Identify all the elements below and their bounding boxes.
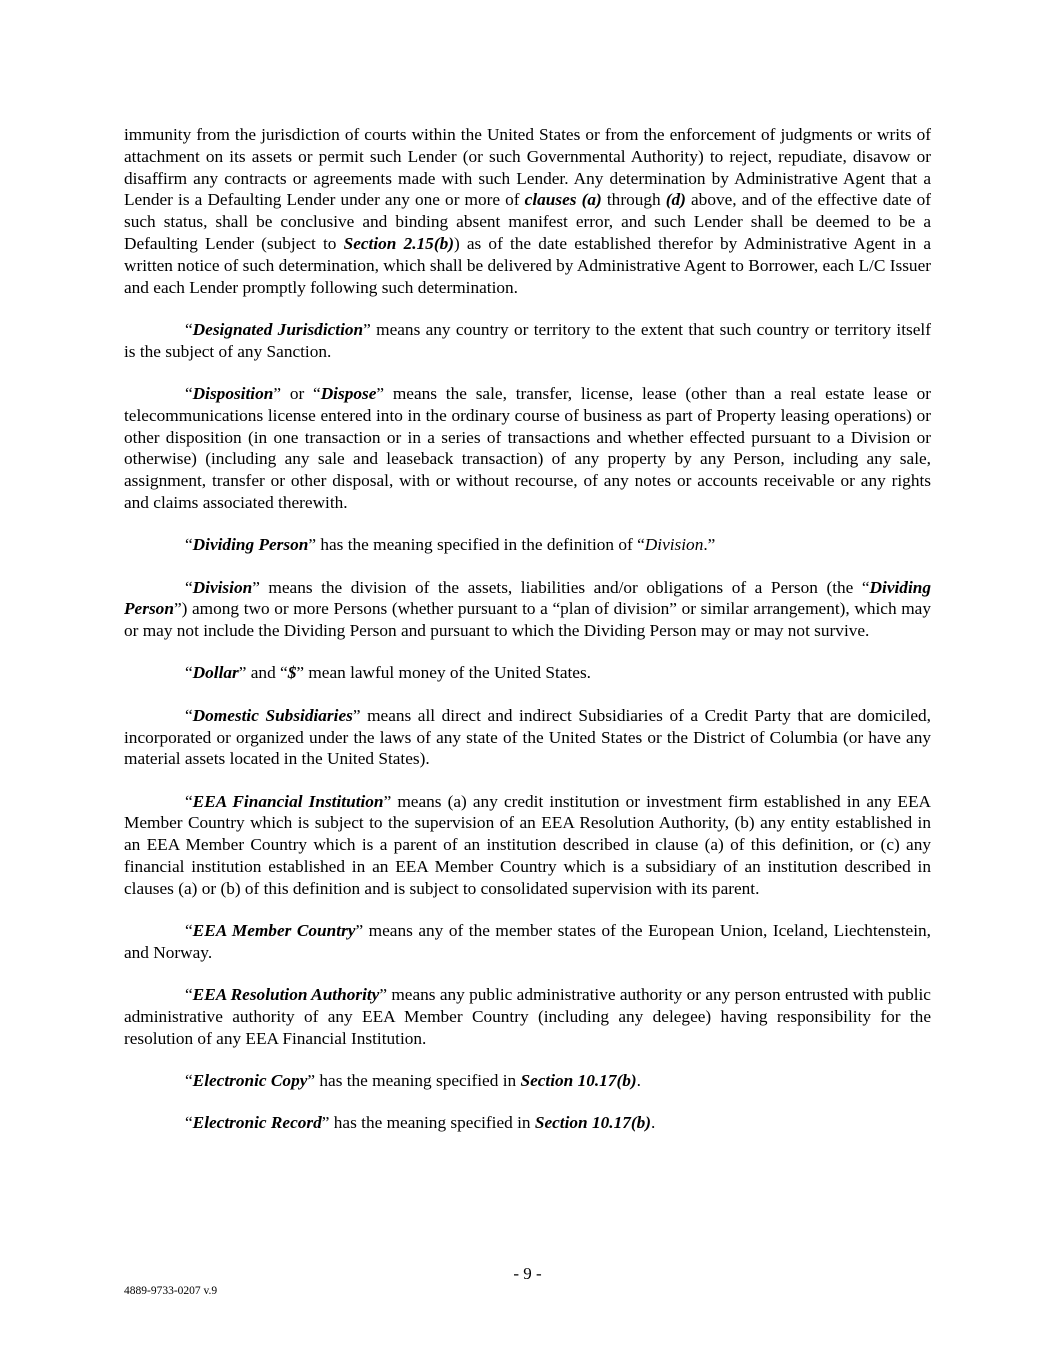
body-text: “ (185, 663, 193, 683)
definition-paragraph-dollar (124, 662, 931, 684)
defined-term: (d) (665, 190, 686, 210)
body-text: “ (185, 705, 193, 725)
definition-paragraph-electronic-record (124, 1112, 931, 1134)
defined-term: Dividing Person (192, 535, 309, 555)
definition-paragraph-eea-financial-institution (124, 791, 931, 900)
definition-paragraph-eea-member-country (124, 920, 931, 964)
page-number: - 9 - (513, 1264, 542, 1283)
defined-term: EEA Financial Institution (192, 791, 384, 811)
body-text: ” means any public administrative authority or any person entrusted with public administrative authority of any EEA Member Country (including any delegee) having responsibility for the resolution of any EEA Financial Institution. (124, 985, 931, 1048)
body-text: ” or “ (273, 383, 321, 403)
body-text: . (651, 1113, 656, 1133)
defined-term: EEA Resolution Authority (192, 985, 380, 1005)
body-text: “ (185, 1071, 193, 1091)
body-text: ”) among two or more Persons (whether pursuant to a “plan of division” or similar arrangement), which may or may not include the Dividing Person and pursuant to which the Dividing Person may or may not survive. (124, 599, 931, 641)
body-text: through (601, 190, 666, 210)
body-text: immunity from the jurisdiction of courts within the United States or from the enforcement of judgments or writs of attachment on its assets or permit such Lender (or such Governmental Authority) to reject, repudiate, disavow or disaffirm any contracts or agreements made with such Lender. Any determination by Administrative Agent that a Lender is a Defaulting Lender under any one or more of (124, 125, 931, 210)
body-text: ” means any country or territory to the extent that such country or territory itself is the subject of any Sanction. (124, 319, 931, 361)
document-id: 4889-9733-0207 v.9 (124, 1285, 218, 1297)
body-text: above, and of the effective date of such status, shall be conclusive and binding absent manifest error, and such Lender shall be deemed to be a Defaulting Lender (subject to (124, 190, 931, 253)
body-text: “ (185, 791, 193, 811)
definition-paragraph-defaulting-lender-continuation (124, 124, 931, 298)
definition-paragraph-disposition (124, 383, 931, 514)
document-body (124, 124, 931, 1155)
definition-paragraph-designated-jurisdiction (124, 319, 931, 363)
body-text: “ (185, 1113, 193, 1133)
body-text: “ (185, 577, 193, 597)
body-text: ” has the meaning specified in the definition of “ (308, 535, 645, 555)
body-text: ” mean lawful money of the United States. (296, 663, 592, 683)
defined-term: Dispose (320, 383, 377, 403)
definition-paragraph-domestic-subsidiaries (124, 705, 931, 770)
body-text: ” means (a) any credit institution or investment firm established in any EEA Member Country which is subject to the supervision of an EEA Resolution Authority, (b) any entity established in an EEA Member Country which is a parent of an institution described in clause (a) of this definition, or (c) any financial institution established in an EEA Member Country which is a subsidiary of an institution described in clauses (a) or (b) of this definition and is subject to consolidated supervision with its parent. (124, 791, 931, 898)
body-text: .” (703, 535, 716, 555)
definition-paragraph-eea-resolution-authority (124, 984, 931, 1049)
defined-term: EEA Member Country (192, 921, 356, 941)
definition-paragraph-division (124, 577, 931, 642)
body-text: ” and “ (238, 663, 288, 683)
body-text: ” means the division of the assets, liabilities and/or obligations of a Person (the “ (252, 577, 870, 597)
body-text: “ (185, 535, 193, 555)
defined-term: Electronic Copy (192, 1071, 308, 1091)
body-text: ” means any of the member states of the European Union, Iceland, Liechtenstein, and Norway. (124, 921, 931, 962)
body-text: “ (185, 921, 193, 941)
defined-term: Dividing Person (124, 577, 931, 619)
defined-term: Section 2.15(b) (343, 233, 454, 253)
body-text: ” means all direct and indirect Subsidiaries of a Credit Party that are domiciled, incorporated or organized under the laws of any state of the United States or the District of Columbia (or have any material assets located in the United States). (124, 705, 931, 769)
defined-term: Division (192, 577, 253, 597)
defined-term: Electronic Record (192, 1113, 322, 1133)
defined-term: Section 10.17(b) (520, 1071, 637, 1091)
defined-term: Designated Jurisdiction (192, 319, 364, 339)
italic-text: Division (644, 535, 704, 555)
defined-term: Dollar (192, 663, 239, 683)
body-text: ” has the meaning specified in (321, 1113, 535, 1133)
defined-term: Section 10.17(b) (534, 1113, 652, 1133)
defined-term: clauses (a) (524, 190, 602, 210)
body-text: . (636, 1071, 641, 1091)
body-text: “ (185, 319, 193, 339)
definition-paragraph-dividing-person (124, 534, 931, 556)
body-text: “ (185, 985, 193, 1005)
body-text: ” means the sale, transfer, license, lease (other than a real estate lease or telecommunications license entered into in the ordinary course of business as part of Property leasing operations) or other disposition (in one transaction or in a series of transactions and whether effected pursuant to a Division or otherwise) (including any sale and leaseback transaction) of any property by any Person, including any sale, assignment, transfer or other disposal, with or without recourse, of any notes or accounts receivable or any rights and claims associated therewith. (124, 383, 931, 512)
body-text: ) as of the date established therefor by Administrative Agent in a written notice of such determination, which shall be delivered by Administrative Agent to Borrower, each L/C Issuer and each Lender promptly following such determination. (124, 233, 931, 297)
defined-term: Domestic Subsidiaries (192, 705, 353, 725)
defined-term: Disposition (192, 383, 274, 403)
body-text: “ (185, 383, 193, 403)
definition-paragraph-electronic-copy (124, 1070, 931, 1092)
body-text: ” has the meaning specified in (307, 1071, 521, 1091)
defined-term: $ (287, 663, 297, 683)
